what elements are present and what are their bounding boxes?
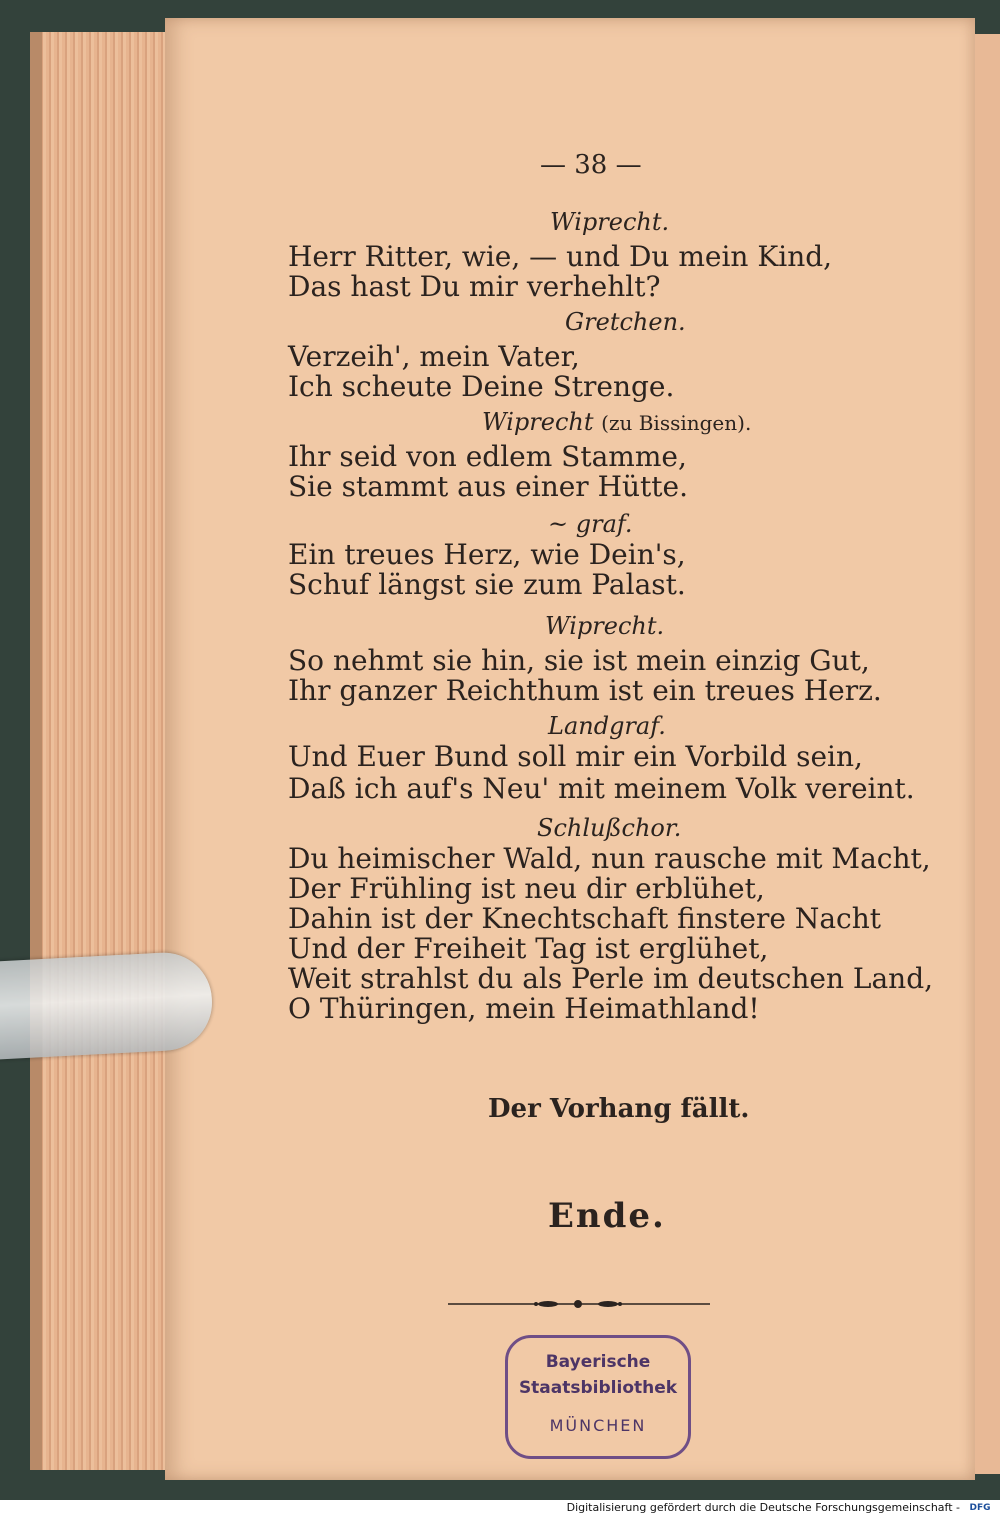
verse-line: Sie stammt aus einer Hütte. <box>288 470 689 503</box>
verse-line: Ein treues Herz, wie Dein's, <box>288 538 686 571</box>
verse-line: Dahin ist der Knechtschaft finstere Nacht <box>288 902 882 935</box>
stamp-line: Bayerische <box>545 1352 651 1372</box>
ornament-divider <box>448 1296 710 1312</box>
verse-line: Ihr ganzer Reichthum ist ein treues Herz. <box>288 674 882 707</box>
end-label: Ende. <box>548 1196 666 1236</box>
verse-line: Das hast Du mir verhehlt? <box>288 270 661 303</box>
stage-direction: (zu Bissingen). <box>601 411 752 435</box>
verse-line: Weit strahlst du als Perle im deutschen Land, <box>288 962 934 995</box>
verse-line: Verzeih', mein Vater, <box>288 340 580 373</box>
dfg-logo-icon: DFG <box>969 1503 991 1513</box>
speaker-label: ~ grаf. <box>548 510 633 538</box>
speaker-label: Gretchen. <box>565 308 686 336</box>
library-stamp <box>505 1335 691 1459</box>
verse-line: Schuf längst sie zum Palast. <box>288 568 686 601</box>
verse-line: Der Frühling ist neu dir erblühet, <box>288 872 765 905</box>
verse-line: Und Euer Bund soll mir ein Vorbild sein, <box>288 740 863 773</box>
curtain-falls: Der Vorhang fällt. <box>488 1094 750 1124</box>
page-clip <box>0 950 214 1059</box>
speaker-label: Landgraf. <box>548 712 666 740</box>
verse-line: O Thüringen, mein Heimathland! <box>288 992 760 1025</box>
verse-line: So nehmt sie hin, sie ist mein einzig Gut, <box>288 644 870 677</box>
speaker-name: Wiprecht <box>482 408 594 436</box>
speaker-label: Wiprecht. <box>550 208 670 236</box>
speaker-label: Schlußchor. <box>537 814 682 842</box>
page-number: — 38 — <box>540 150 642 180</box>
stamp-line: Staatsbibliothek <box>518 1378 678 1398</box>
page-stack-edge <box>30 32 42 1470</box>
verse-line: Daß ich auf's Neu' mit meinem Volk vereint. <box>288 772 915 805</box>
speaker-label: Wiprecht. <box>545 612 665 640</box>
verse-line: Ihr seid von edlem Stamme, <box>288 440 687 473</box>
verse-line: Ich scheute Deine Strenge. <box>288 370 675 403</box>
next-page-edge <box>975 34 1000 1474</box>
footer-bar <box>0 1500 1000 1518</box>
page-stack <box>30 32 180 1470</box>
verse-line: Herr Ritter, wie, — und Du mein Kind, <box>288 240 833 273</box>
funding-notice: Digitalisierung gefördert durch die Deutsche Forschungsgemeinschaft - <box>566 1501 960 1514</box>
stamp-line: MÜNCHEN <box>549 1416 647 1435</box>
speaker-label <box>482 408 751 436</box>
verse-line: Du heimischer Wald, nun rausche mit Macht, <box>288 842 931 875</box>
verse-line: Und der Freiheit Tag ist erglühet, <box>288 932 769 965</box>
